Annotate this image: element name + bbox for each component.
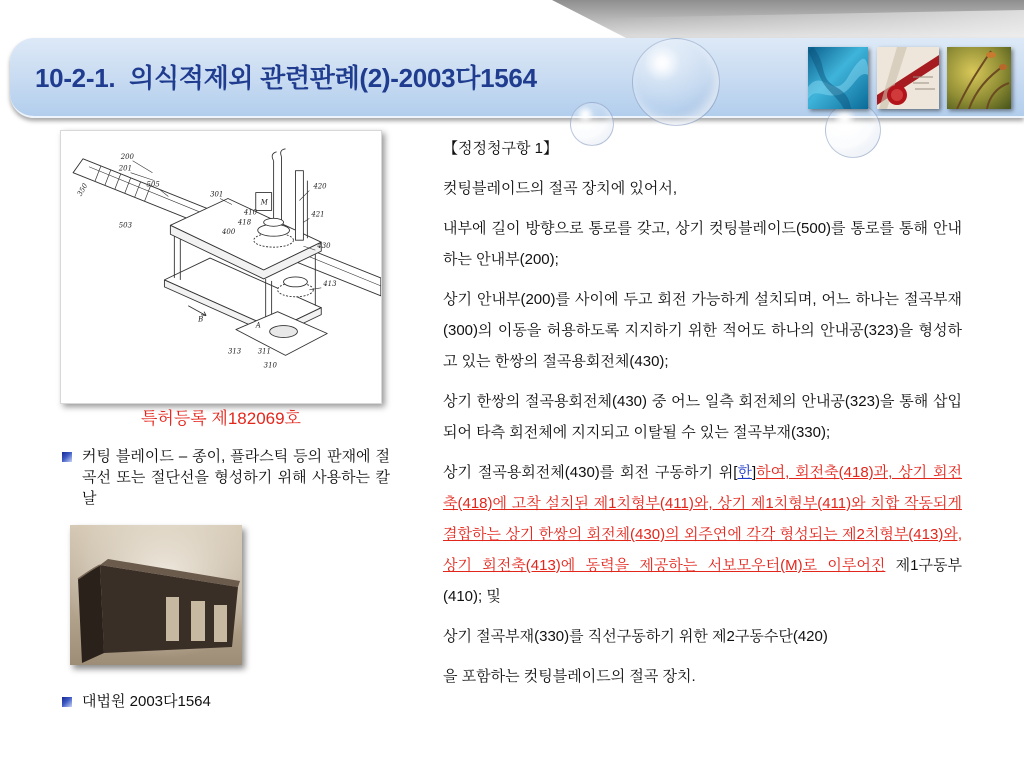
green-stems-photo xyxy=(947,47,1011,109)
drawing-label: 505 xyxy=(146,180,160,189)
bullet-square-icon xyxy=(62,697,72,707)
claim-segment: ] xyxy=(751,464,757,481)
patent-drawing-image xyxy=(61,131,381,403)
claim-paragraph xyxy=(443,621,962,652)
claim-segment: 제1구동부(410); 및 xyxy=(443,557,962,605)
teal-silk-image xyxy=(808,47,868,109)
drawing-label: A xyxy=(255,321,261,330)
claim-paragraph xyxy=(443,661,962,692)
patent-caption: 특허등록 제182069호 xyxy=(141,409,301,428)
claim-segment: 상기 절곡부재(330)를 직선구동하기 위한 제2구동수단(420) xyxy=(443,628,828,645)
claim-paragraph xyxy=(443,213,962,275)
drawing-label: 350 xyxy=(75,182,90,198)
drawing-label: 301 xyxy=(210,190,224,199)
drawing-label: 311 xyxy=(257,347,271,356)
slide-title: 10-2-1. 의식적제외 관련판례(2)-2003다1564 xyxy=(35,63,537,93)
drawing-label: 418 xyxy=(237,218,252,227)
glass-bubble-icon xyxy=(632,38,720,126)
drawing-label: 200 xyxy=(120,152,134,161)
blade-flange xyxy=(78,565,104,663)
cutting-blade-photo xyxy=(70,525,242,665)
bullet-text-case-number: 대법원 2003다1564 xyxy=(82,693,211,710)
patent-drawing xyxy=(60,130,382,404)
drawing-arrow-b xyxy=(188,306,206,316)
bullet-square-icon xyxy=(62,452,72,462)
blade-slot xyxy=(191,601,205,641)
drawing-label: 430 xyxy=(317,242,331,251)
claim-segment: 컷팅블레이드의 절곡 장치에 있어서, xyxy=(443,180,678,197)
green-stems-image xyxy=(947,47,1011,109)
drawing-label: 420 xyxy=(313,182,327,191)
drawing-label: 421 xyxy=(311,210,325,219)
claim-segment: 상기 한쌍의 절곡용회전체(430) 중 어느 일측 회전체의 안내공(323)을 통해 삽입되어 타측 회전체에 지지되고 이탈될 수 있는 절곡부재(330); xyxy=(443,393,962,441)
drawing-label: 400 xyxy=(221,228,236,237)
drawing-label: 201 xyxy=(118,164,133,173)
drawing-label: 503 xyxy=(118,221,133,230)
ribbon-wax-seal-photo xyxy=(877,47,939,109)
drawing-label: 313 xyxy=(227,347,242,356)
ribbon-wax-seal-image xyxy=(877,47,939,109)
claim-paragraph xyxy=(443,284,962,377)
blade-slot xyxy=(166,597,179,641)
drawing-label: B xyxy=(198,315,204,324)
bullet-text-definition: 커팅 블레이드 – 종이, 플라스틱 등의 판재에 절곡선 또는 절단선을 형성하기 위해 사용하는 칼날 xyxy=(82,448,390,507)
claim-segment: 상기 절곡용회전체(430)를 회전 구동하기 위[ xyxy=(443,464,738,481)
claim-segment: 을 포함하는 컷팅블레이드의 절곡 장치. xyxy=(443,668,696,685)
drawing-label: M xyxy=(260,198,268,207)
claim-paragraph-amended xyxy=(443,457,962,612)
claim-heading: 【정정청구항 1】 xyxy=(443,140,558,157)
blade-slot xyxy=(214,605,227,642)
claim-segment: 내부에 길이 방향으로 통로를 갖고, 상기 컷팅블레이드(500)를 통로를 통해 안내하는 안내부(200); xyxy=(443,220,962,268)
claim-amendment: 하여, 회전축(418)과, 상기 회전축(418)에 고착 설치된 제1치형부(411)와, 상기 제1치형부(411)와 치합 작동되게 결합하는 상기 한쌍의 회전체(430)의 외주연에 각각 형성되는 제2치형부(413)와, 상기 회전축(413)에 동력을 제공하는 서보모우터(M)로 이루어진 xyxy=(443,464,962,574)
claim-paragraph xyxy=(443,386,962,448)
drawing-label: 310 xyxy=(263,361,277,370)
teal-silk-photo xyxy=(808,47,868,109)
claim-paragraph xyxy=(443,173,962,204)
drawing-label: 410 xyxy=(243,208,258,217)
cutting-blade-image xyxy=(70,525,242,665)
drawing-label: 413 xyxy=(323,279,337,288)
claim-insertion: 한 xyxy=(737,464,752,481)
claim-segment: 상기 안내부(200)를 사이에 두고 회전 가능하게 설치되며, 어느 하나는 절곡부재(300)의 이동을 허용하도록 지지하기 위한 적어도 하나의 안내공(323)을 형성하고 있는 한쌍의 절곡용회전체(430); xyxy=(443,291,962,370)
claim-text-column xyxy=(443,133,962,701)
